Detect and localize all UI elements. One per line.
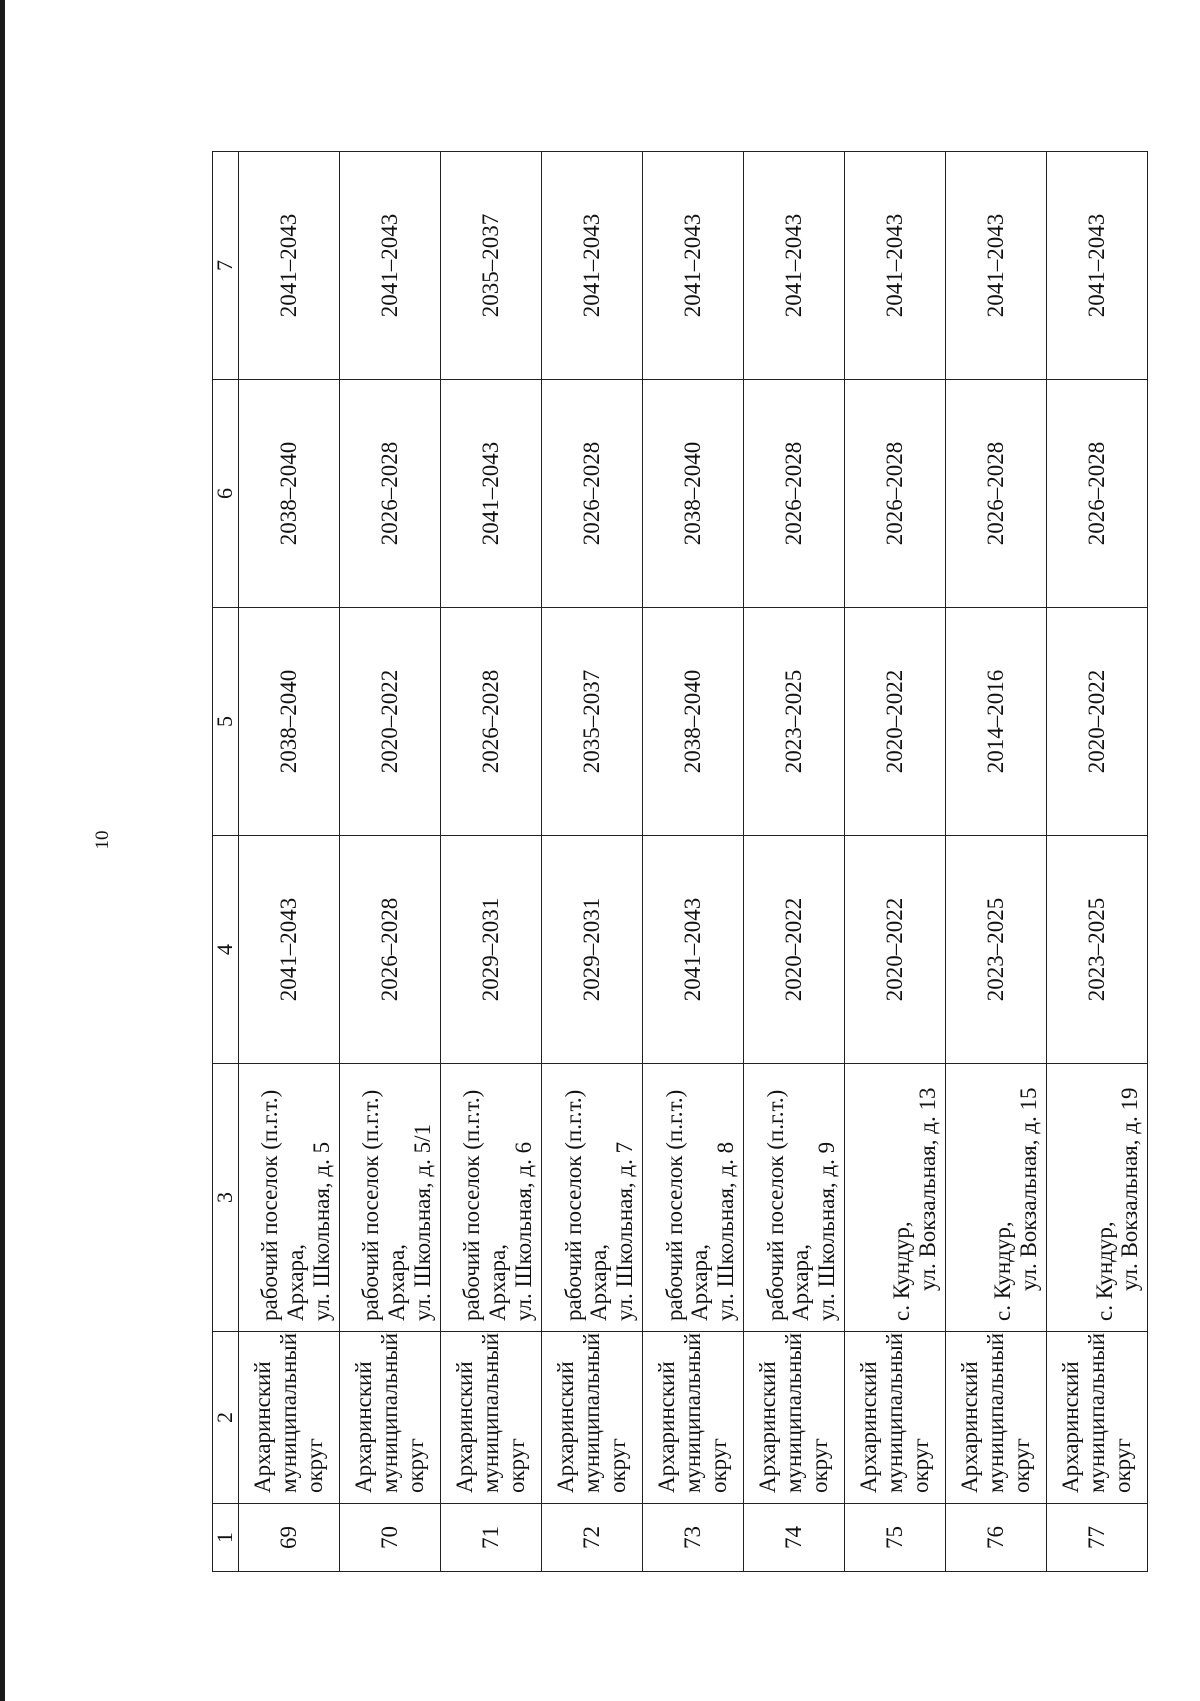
address-cell: [642, 1064, 743, 1332]
address-line: с. Кундур,: [889, 1221, 915, 1321]
table-row: [339, 152, 440, 1572]
period-cell-col5: 2020–2022: [844, 608, 945, 836]
district-line: округ: [301, 1438, 327, 1493]
district-line: Архаринский: [250, 1361, 276, 1493]
district-line: Архаринский: [957, 1361, 983, 1493]
row-number: 70: [339, 1504, 440, 1572]
address-line: ул. Вокзальная, д. 15: [1016, 1087, 1042, 1291]
period-cell-col7: 2041–2043: [844, 152, 945, 380]
address-line: Архара,: [485, 1244, 511, 1321]
period-cell-col7: 2041–2043: [1046, 152, 1147, 380]
column-header: 5: [213, 608, 239, 836]
address-line: рабочий поселок (п.г.т.): [358, 1089, 384, 1321]
address-cell: [1046, 1064, 1147, 1332]
table-row: [642, 152, 743, 1572]
district-line: муниципальный: [477, 1332, 503, 1493]
period-cell-col5: 2020–2022: [1046, 608, 1147, 836]
row-number: 73: [642, 1504, 743, 1572]
row-number: 71: [440, 1504, 541, 1572]
address-line: Архара,: [283, 1244, 309, 1321]
address-line: ул. Школьная, д. 7: [612, 1141, 637, 1321]
table-row: [743, 152, 844, 1572]
address-line: рабочий поселок (п.г.т.): [459, 1089, 485, 1321]
district-line: Архаринский: [452, 1361, 478, 1493]
district-line: округ: [604, 1438, 630, 1493]
column-header: 6: [213, 380, 239, 608]
period-cell-col5: 2014–2016: [945, 608, 1046, 836]
period-cell-col4: 2041–2043: [642, 836, 743, 1064]
district-line: Архаринский: [1058, 1361, 1084, 1493]
table-row: [238, 152, 339, 1572]
period-cell-col4: 2041–2043: [238, 836, 339, 1064]
period-cell-col6: 2026–2028: [743, 380, 844, 608]
district-line: Архаринский: [755, 1361, 781, 1493]
column-header: 7: [213, 152, 239, 380]
district-line: муниципальный: [275, 1332, 301, 1493]
district-line: округ: [1109, 1438, 1135, 1493]
period-cell-col4: 2029–2031: [541, 836, 642, 1064]
table-row: [541, 152, 642, 1572]
row-number: 77: [1046, 1504, 1147, 1572]
table-row: [1046, 152, 1147, 1572]
address-cell: [945, 1064, 1046, 1332]
table-row: [440, 152, 541, 1572]
period-cell-col6: 2038–2040: [238, 380, 339, 608]
district-cell: [541, 1332, 642, 1504]
address-cell: [238, 1064, 339, 1332]
district-cell: [339, 1332, 440, 1504]
period-cell-col5: 2038–2040: [238, 608, 339, 836]
period-cell-col7: 2041–2043: [238, 152, 339, 380]
address-cell: [844, 1064, 945, 1332]
address-line: с. Кундур,: [1091, 1221, 1117, 1321]
rotated-table-container: [212, 152, 1148, 1572]
period-cell-col5: 2023–2025: [743, 608, 844, 836]
district-cell: [844, 1332, 945, 1504]
district-cell: [743, 1332, 844, 1504]
table-body: [238, 152, 1147, 1572]
row-number: 76: [945, 1504, 1046, 1572]
table-row: [945, 152, 1046, 1572]
district-line: муниципальный: [982, 1332, 1008, 1493]
district-line: муниципальный: [679, 1332, 705, 1493]
district-cell: [238, 1332, 339, 1504]
period-cell-col4: 2020–2022: [844, 836, 945, 1064]
address-line: рабочий поселок (п.г.т.): [560, 1089, 586, 1321]
period-cell-col5: 2020–2022: [339, 608, 440, 836]
district-line: муниципальный: [881, 1332, 907, 1493]
header-row: [213, 152, 239, 1572]
period-cell-col4: 2026–2028: [339, 836, 440, 1064]
address-line: ул. Школьная, д. 8: [713, 1141, 739, 1321]
period-cell-col4: 2029–2031: [440, 836, 541, 1064]
district-line: округ: [907, 1438, 933, 1493]
address-line: Архара,: [788, 1244, 814, 1321]
address-line: рабочий поселок (п.г.т.): [762, 1089, 788, 1321]
district-cell: [945, 1332, 1046, 1504]
period-cell-col7: 2041–2043: [743, 152, 844, 380]
period-cell-col6: 2026–2028: [945, 380, 1046, 608]
address-cell: [541, 1064, 642, 1332]
column-header: 3: [213, 1064, 239, 1332]
column-header: 4: [213, 836, 239, 1064]
period-cell-col6: 2026–2028: [339, 380, 440, 608]
period-cell-col4: 2023–2025: [1046, 836, 1147, 1064]
scan-edge: [0, 0, 5, 1701]
row-number: 72: [541, 1504, 642, 1572]
period-cell-col7: 2035–2037: [440, 152, 541, 380]
column-header: 2: [213, 1332, 239, 1504]
address-line: ул. Школьная, д. 9: [814, 1141, 840, 1321]
district-line: муниципальный: [578, 1332, 604, 1493]
row-number: 75: [844, 1504, 945, 1572]
period-cell-col7: 2041–2043: [642, 152, 743, 380]
district-cell: [642, 1332, 743, 1504]
address-line: Архара,: [586, 1244, 612, 1321]
address-line: ул. Вокзальная, д. 19: [1117, 1087, 1143, 1291]
district-line: округ: [705, 1438, 731, 1493]
address-line: с. Кундур,: [990, 1221, 1016, 1321]
district-line: Архаринский: [654, 1361, 680, 1493]
period-cell-col4: 2023–2025: [945, 836, 1046, 1064]
period-cell-col7: 2041–2043: [541, 152, 642, 380]
column-header: 1: [213, 1504, 239, 1572]
schedule-table: [212, 151, 1148, 1572]
address-line: рабочий поселок (п.г.т.): [257, 1089, 283, 1321]
district-cell: [440, 1332, 541, 1504]
address-cell: [440, 1064, 541, 1332]
period-cell-col6: 2026–2028: [844, 380, 945, 608]
address-cell: [743, 1064, 844, 1332]
period-cell-col6: 2038–2040: [642, 380, 743, 608]
row-number: 69: [238, 1504, 339, 1572]
period-cell-col5: 2038–2040: [642, 608, 743, 836]
period-cell-col5: 2026–2028: [440, 608, 541, 836]
table-row: [844, 152, 945, 1572]
address-line: ул. Школьная, д. 5: [308, 1141, 334, 1321]
page-number: 10: [92, 830, 113, 850]
district-line: Архаринский: [856, 1361, 882, 1493]
address-line: ул. Школьная, д. 6: [510, 1141, 536, 1321]
district-line: округ: [806, 1438, 832, 1493]
district-cell: [1046, 1332, 1147, 1504]
address-line: Архара,: [687, 1244, 713, 1321]
period-cell-col6: 2026–2028: [1046, 380, 1147, 608]
address-line: ул. Школьная, д. 5/1: [409, 1123, 435, 1321]
district-line: муниципальный: [1084, 1332, 1110, 1493]
period-cell-col4: 2020–2022: [743, 836, 844, 1064]
address-cell: [339, 1064, 440, 1332]
district-line: округ: [1008, 1438, 1034, 1493]
period-cell-col7: 2041–2043: [945, 152, 1046, 380]
period-cell-col6: 2026–2028: [541, 380, 642, 608]
address-line: ул. Вокзальная, д. 13: [915, 1087, 941, 1291]
district-line: округ: [402, 1438, 428, 1493]
district-line: округ: [503, 1438, 529, 1493]
address-line: рабочий поселок (п.г.т.): [661, 1089, 687, 1321]
district-line: Архаринский: [351, 1361, 377, 1493]
district-line: муниципальный: [376, 1332, 402, 1493]
period-cell-col7: 2041–2043: [339, 152, 440, 380]
district-line: муниципальный: [780, 1332, 806, 1493]
period-cell-col5: 2035–2037: [541, 608, 642, 836]
address-line: Архара,: [384, 1244, 410, 1321]
row-number: 74: [743, 1504, 844, 1572]
period-cell-col6: 2041–2043: [440, 380, 541, 608]
district-line: Архаринский: [553, 1361, 579, 1493]
